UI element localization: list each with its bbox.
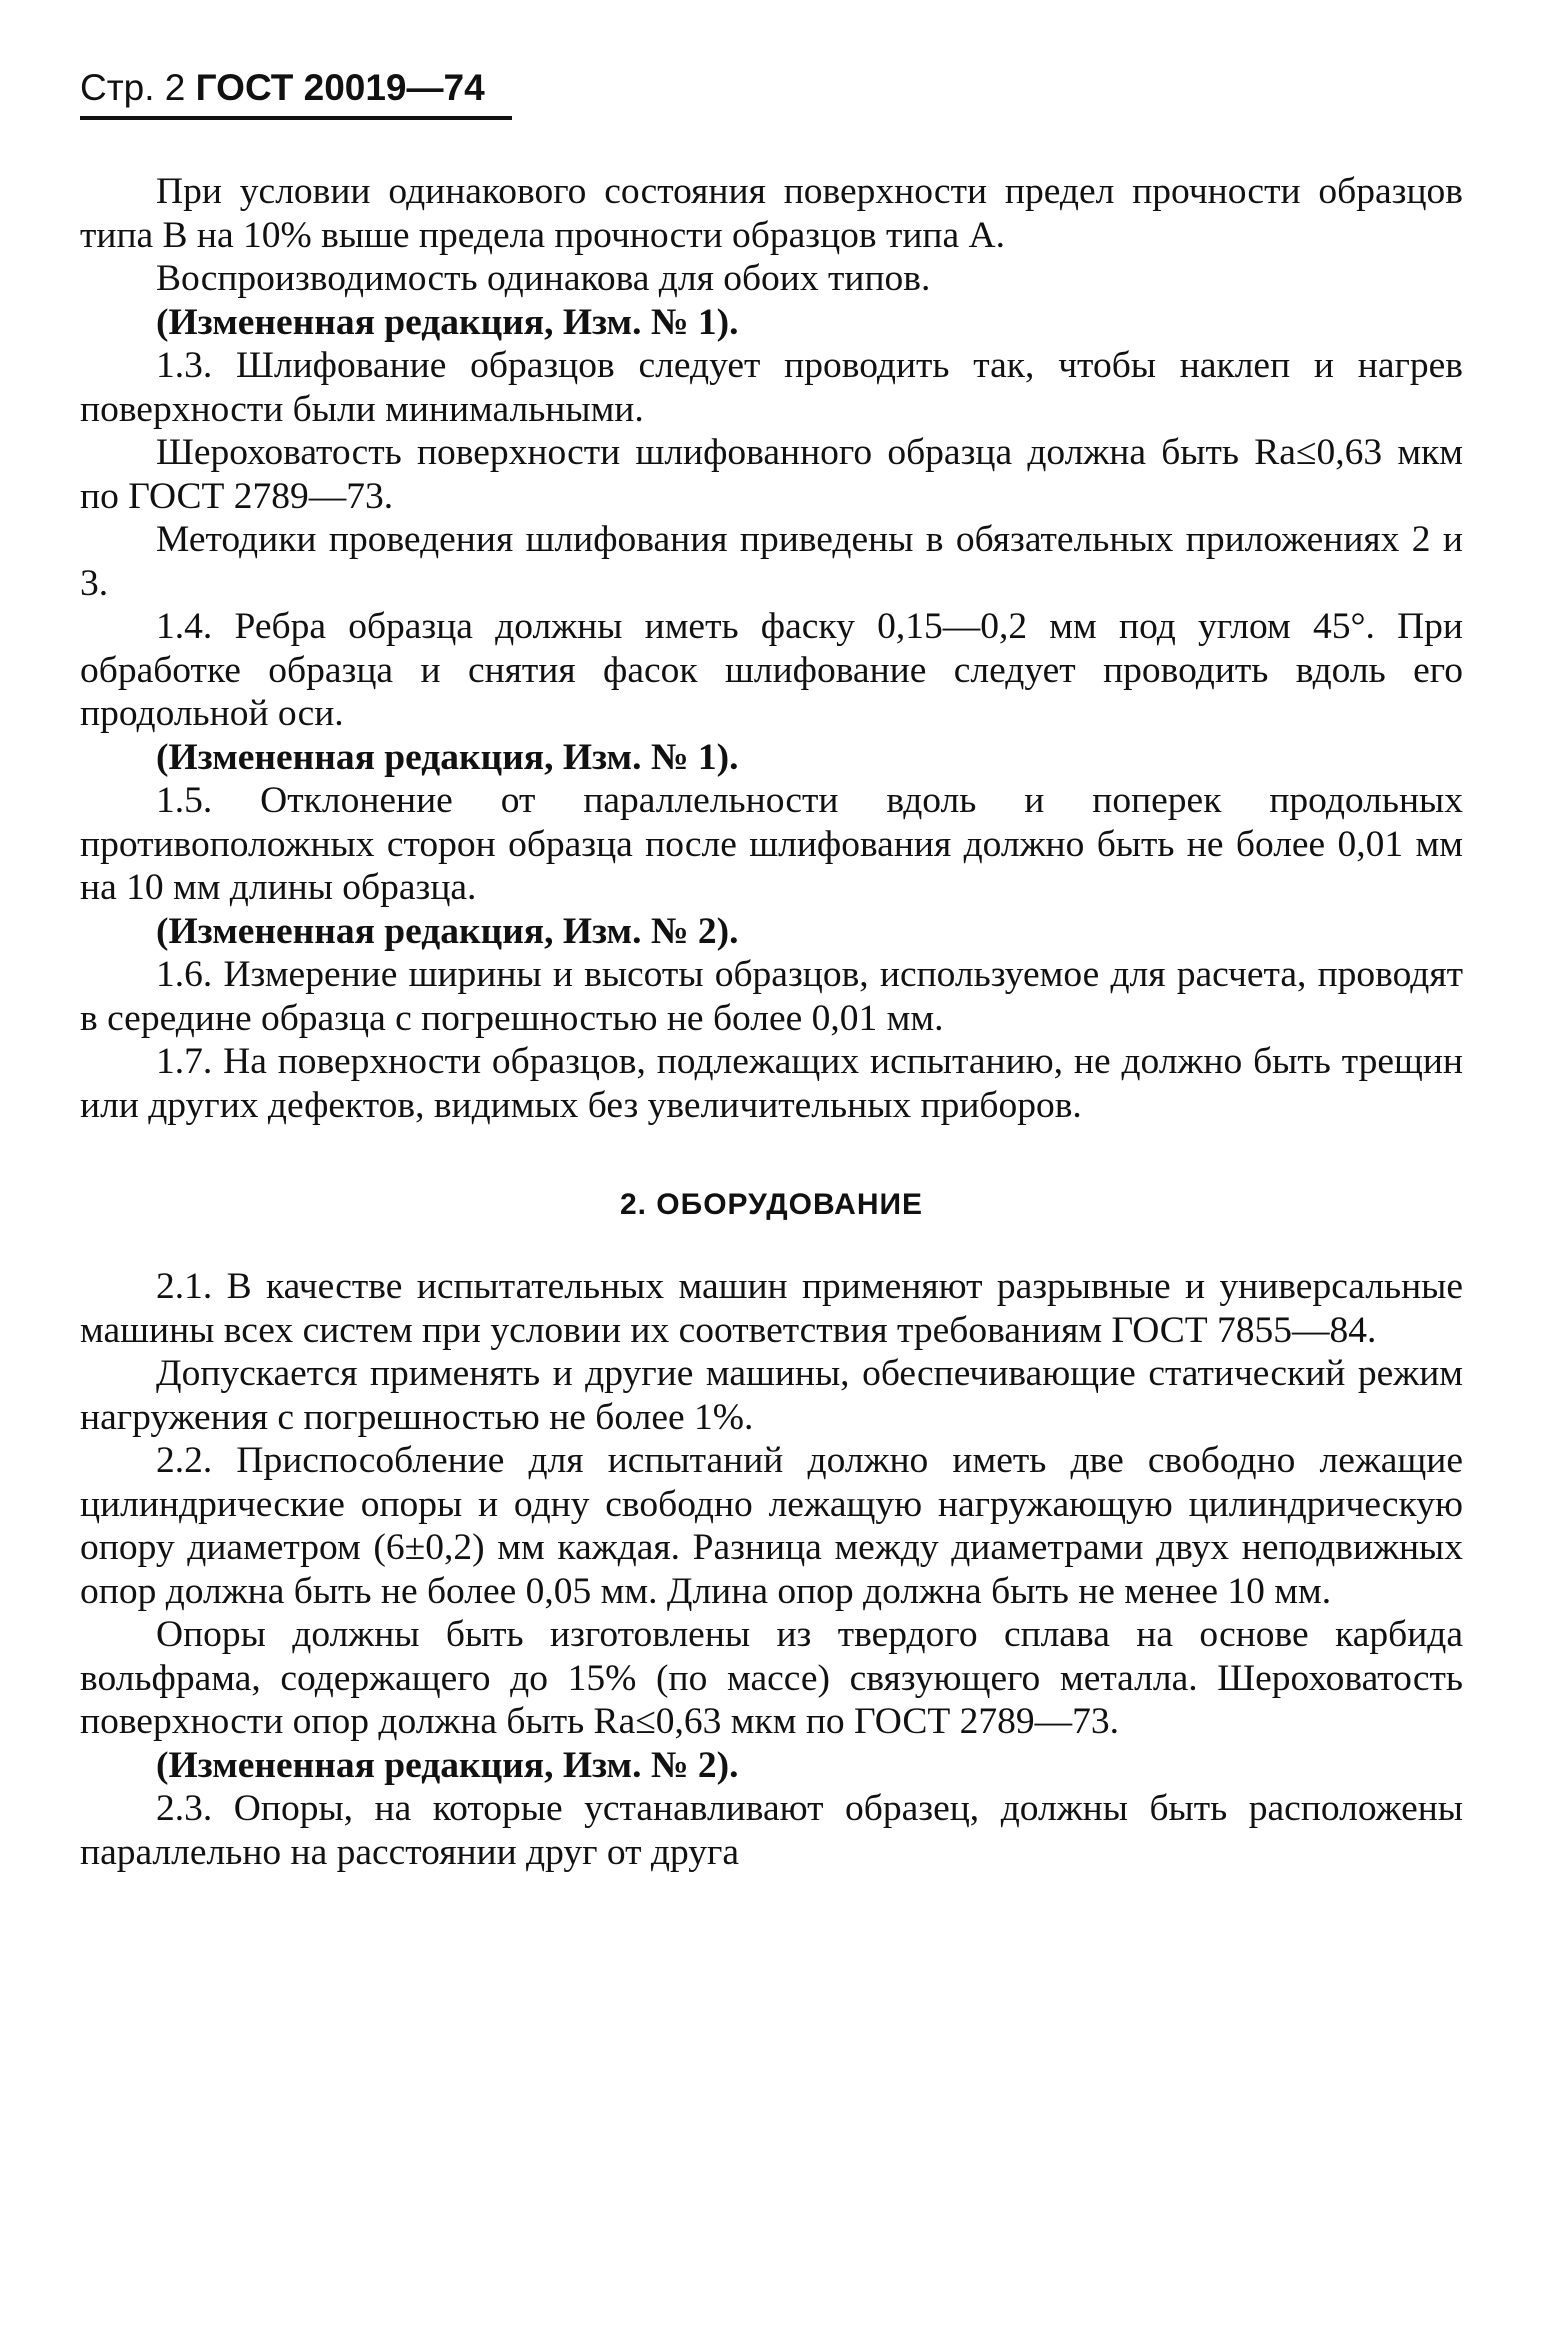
paragraph: 1.3. Шлифование образцов следует проводить так, чтобы наклеп и нагрев поверхности были минимальными. [80, 345, 1463, 430]
amendment-note: (Измененная редакция, Изм. № 2). [156, 1744, 739, 1786]
paragraph: 2.1. В качестве испытательных машин применяют разрывные и универсальные машины всех систем при условии их соответствия требованиям ГОСТ 7855—84. [80, 1266, 1463, 1351]
amendment-note: (Измененная редакция, Изм. № 1). [156, 301, 739, 343]
page-header [80, 66, 485, 110]
header-rule [80, 116, 512, 120]
section-heading: 2. ОБОРУДОВАНИЕ [619, 1188, 924, 1221]
paragraph: 1.7. На поверхности образцов, подлежащих испытанию, не должно быть трещин или других дефектов, видимых без увеличительных приборов. [80, 1041, 1463, 1126]
paragraph: 1.5. Отклонение от параллельности вдоль и поперек продольных противоположных сторон образца после шлифования должно быть не более 0,01 мм на 10 мм длины образца. [80, 780, 1463, 908]
paragraph: 2.3. Опоры, на которые устанавливают образец, должны быть расположены параллельно на расстоянии друг от друга [80, 1788, 1463, 1873]
paragraph: Допускается применять и другие машины, обеспечивающие статический режим нагружения с погрешностью не более 1%. [80, 1353, 1463, 1438]
paragraph: 1.4. Ребра образца должны иметь фаску 0,15—0,2 мм под углом 45°. При обработке образца и снятия фасок шлифование следует проводить вдоль его продольной оси. [80, 606, 1463, 734]
amendment-note: (Измененная редакция, Изм. № 2). [156, 910, 739, 952]
paragraph: Шероховатость поверхности шлифованного образца должна быть Ra≤0,63 мкм по ГОСТ 2789—73. [80, 432, 1463, 517]
page-number: Стр. 2 [80, 67, 186, 108]
standard-id: ГОСТ 20019—74 [195, 67, 485, 108]
document-body [80, 170, 1463, 1874]
paragraph: Воспроизводимость одинакова для обоих типов. [156, 258, 931, 299]
amendment-note: (Измененная редакция, Изм. № 1). [156, 736, 739, 778]
paragraph: Методики проведения шлифования приведены в обязательных приложениях 2 и 3. [80, 519, 1463, 604]
paragraph: Опоры должны быть изготовлены из твердого сплава на основе карбида вольфрама, содержащего до 15% (по массе) связующего металла. Шероховатость поверхности опор должна быть Ra≤0,63 мкм по ГОСТ 2789—73. [80, 1614, 1463, 1742]
paragraph: 1.6. Измерение ширины и высоты образцов, используемое для расчета, проводят в середине образца с погрешностью не более 0,01 мм. [80, 954, 1463, 1039]
paragraph: 2.2. Приспособление для испытаний должно иметь две свободно лежащие цилиндрические опоры и одну свободно лежащую нагружающую цилиндрическую опору диаметром (6±0,2) мм каждая. Разница между диаметрами двух неподвижных опор должна быть не более 0,05 мм. Длина опор должна быть не менее 10 мм. [80, 1440, 1463, 1612]
paragraph: При условии одинакового состояния поверхности предел прочности образцов типа В на 10% выше предела прочности образцов типа А. [80, 171, 1463, 256]
